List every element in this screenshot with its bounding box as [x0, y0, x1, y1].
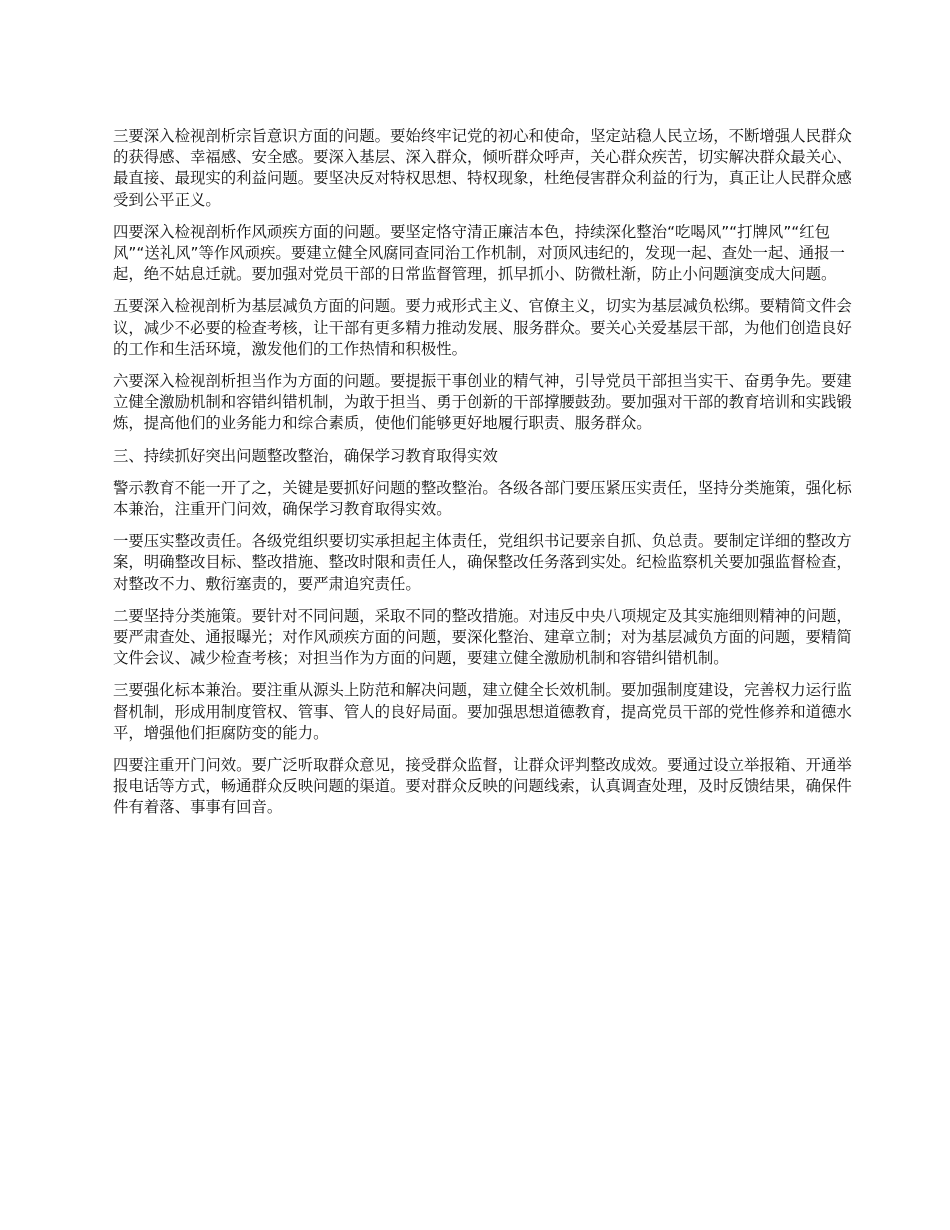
- paragraph-open-door: 四要注重开门问效。要广泛听取群众意见，接受群众监督，让群众评判整改成效。要通过设立举报箱、开通举报电话等方式，畅通群众反映问题的渠道。要对群众反映的问题线索，认真调查处理，及时反馈结果，确保件件有着落、事事有回音。: [113, 756, 852, 817]
- paragraph-responsibility: 六要深入检视剖析担当作为方面的问题。要提振干事创业的精气神，引导党员干部担当实干、奋勇争先。要建立健全激励机制和容错纠错机制，为敢于担当、勇于创新的干部撑腰鼓劲。要加强对干部的教育培训和实践锻炼，提高他们的业务能力和综合素质，使他们能够更好地履行职责、服务群众。: [113, 372, 852, 433]
- paragraph-purpose-awareness: 三要深入检视剖析宗旨意识方面的问题。要始终牢记党的初心和使命，坚定站稳人民立场，不断增强人民群众的获得感、幸福感、安全感。要深入基层、深入群众，倾听群众呼声，关心群众疾苦，切实解决群众最关心、最直接、最现实的利益问题。要坚决反对特权思想、特权现象，杜绝侵害群众利益的行为，真正让人民群众感受到公平正义。: [113, 127, 852, 209]
- paragraph-grassroots-burden: 五要深入检视剖析为基层减负方面的问题。要力戒形式主义、官僚主义，切实为基层减负松绑。要精简文件会议，减少不必要的检查考核，让干部有更多精力推动发展、服务群众。要关心关爱基层干部，为他们创造良好的工作和生活环境，激发他们的工作热情和积极性。: [113, 297, 852, 358]
- paragraph-classified-measures: 二要坚持分类施策。要针对不同问题，采取不同的整改措施。对违反中央八项规定及其实施细则精神的问题，要严肃查处、通报曝光；对作风顽疾方面的问题，要深化整治、建章立制；对为基层减负方面的问题，要精简文件会议、减少检查考核；对担当作为方面的问题，要建立健全激励机制和容错纠错机制。: [113, 606, 852, 668]
- paragraph-work-style: 四要深入检视剖析作风顽疾方面的问题。要坚定恪守清正廉洁本色，持续深化整治“吃喝风”“打牌风”“红包风”“送礼风”等作风顽疾。要建立健全风腐同查同治工作机制，对顶风违纪的，发现一起、查处一起、通报一起，绝不姑息迁就。要加强对党员干部的日常监督管理，抓早抓小、防微杜渐，防止小问题演变成大问题。: [113, 222, 845, 284]
- section-heading-rectification: 三、持续抓好突出问题整改整治，确保学习教育取得实效: [113, 446, 498, 465]
- paragraph-consolidate-responsibility: 一要压实整改责任。各级党组织要切实承担起主体责任，党组织书记要亲自抓、负总责。要制定详细的整改方案，明确整改目标、整改措施、整改时限和责任人，确保整改任务落到实处。纪检监察机关要加强监督检查，对整改不力、敷衍塞责的，要严肃追究责任。: [113, 532, 852, 593]
- paragraph-warning-education: 警示教育不能一开了之，关键是要抓好问题的整改整治。各级各部门要压紧压实责任，坚持分类施策，强化标本兼治，注重开门问效，确保学习教育取得实效。: [113, 478, 852, 519]
- document-page: [113, 126, 858, 830]
- paragraph-root-causes: 三要强化标本兼治。要注重从源头上防范和解决问题，建立健全长效机制。要加强制度建设，完善权力运行监督机制，形成用制度管权、管事、管人的良好局面。要加强思想道德教育，提高党员干部的党性修养和道德水平，增强他们拒腐防变的能力。: [113, 681, 852, 742]
